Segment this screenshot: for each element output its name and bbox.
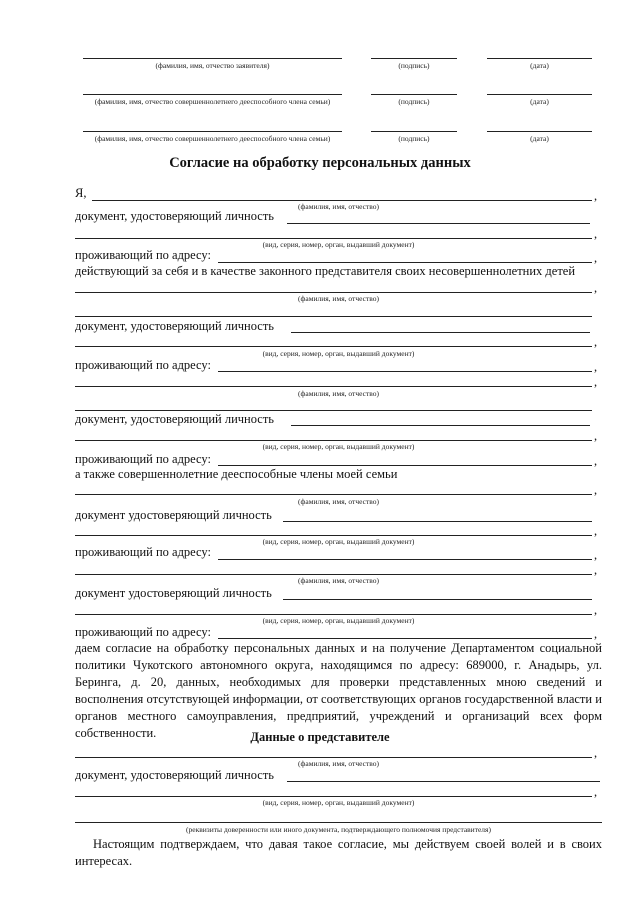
family-member-1-date-line[interactable] [487, 94, 592, 95]
child-2-doc-field[interactable] [291, 425, 590, 426]
doc-label: документ, удостоверяющий личность [75, 209, 275, 223]
representative-authority-caption: (реквизиты доверенности или иного документа, подтверждающего полномочия представителя) [186, 825, 491, 834]
member-2-address-field[interactable] [218, 638, 592, 639]
comma: , [594, 429, 598, 443]
comma: , [594, 251, 598, 265]
applicant-date-line[interactable] [487, 58, 592, 59]
page-title: Согласие на обработку персональных данных [169, 155, 471, 171]
family-member-2-name-caption: (фамилия, имя, отчество совершеннолетнего дееспособного члена семьи) [94, 134, 331, 143]
family-member-1-date-caption: (дата) [530, 97, 549, 106]
representative-heading: Данные о представителе [250, 730, 390, 744]
member-1-doc-field[interactable] [283, 521, 592, 522]
comma: , [594, 524, 598, 538]
doc-label: документ удостоверяющий личность [75, 508, 272, 522]
child-1-address-field[interactable] [218, 371, 592, 372]
doc-label: документ, удостоверяющий личность [75, 319, 275, 333]
member-2-doc-field-cont[interactable] [75, 614, 592, 615]
comma: , [594, 785, 598, 799]
representative-authority-field[interactable] [75, 822, 602, 823]
fio-caption: (фамилия, имя, отчество) [298, 202, 379, 211]
member-1-address-field[interactable] [218, 559, 592, 560]
comma: , [594, 746, 598, 760]
representative-doc-field-cont[interactable] [75, 796, 592, 797]
family-member-2-signature-line[interactable] [371, 131, 457, 132]
applicant-name-caption: (фамилия, имя, отчество заявителя) [155, 61, 270, 70]
fio-caption: (фамилия, имя, отчество) [298, 576, 379, 585]
child-2-doc-field-cont[interactable] [75, 440, 592, 441]
applicant-fio-field[interactable] [92, 200, 592, 201]
family-member-2-date-caption: (дата) [530, 134, 549, 143]
child-2-fio-field-cont[interactable] [75, 410, 592, 411]
member-2-doc-field[interactable] [283, 599, 592, 600]
doc-label: документ, удостоверяющий личность [75, 412, 275, 426]
doc-label: документ удостоверяющий личность [75, 586, 272, 600]
consent-text: даем согласие на обработку персональных данных и на получение Департаментом социальной политики Чукотского автономного округа, находящимся по адресу: 689000, г. Анадырь, ул. Беринга, д. 20, данных, необходимых для проверки представленных мною сведений и восполнения отсутствующей информации, от соответствующих органов государственной власти и органов местного самоуправления, предприятий, учреждений и организаций всех форм собственности. [75, 641, 602, 740]
address-label: проживающий по адресу: [75, 545, 211, 559]
family-text: а также совершеннолетние дееспособные члены моей семьи [75, 467, 398, 481]
doc-label: документ, удостоверяющий личность [75, 768, 275, 782]
member-2-fio-field[interactable] [75, 574, 592, 575]
fio-caption: (фамилия, имя, отчество) [298, 759, 379, 768]
doc-caption: (вид, серия, номер, орган, выдавший документ) [262, 798, 415, 807]
applicant-doc-field[interactable] [287, 223, 590, 224]
child-1-doc-field-cont[interactable] [75, 346, 592, 347]
child-1-fio-field[interactable] [75, 292, 592, 293]
applicant-doc-field-cont[interactable] [75, 238, 592, 239]
comma: , [594, 603, 598, 617]
doc-caption: (вид, серия, номер, орган, выдавший документ) [262, 442, 415, 451]
family-member-1-name-caption: (фамилия, имя, отчество совершеннолетнего дееспособного члена семьи) [94, 97, 331, 106]
representative-doc-field[interactable] [287, 781, 600, 782]
comma: , [594, 189, 598, 203]
address-label: проживающий по адресу: [75, 248, 211, 262]
applicant-date-caption: (дата) [530, 61, 549, 70]
comma: , [594, 281, 598, 295]
fio-caption: (фамилия, имя, отчество) [298, 294, 379, 303]
i-label: Я, [75, 186, 87, 200]
child-2-address-field[interactable] [218, 465, 592, 466]
comma: , [594, 563, 598, 577]
doc-caption: (вид, серия, номер, орган, выдавший документ) [262, 616, 415, 625]
applicant-address-field[interactable] [218, 262, 592, 263]
comma: , [594, 454, 598, 468]
address-label: проживающий по адресу: [75, 625, 211, 639]
comma: , [594, 483, 598, 497]
acting-text: действующий за себя и в качестве законного представителя своих несовершеннолетних детей [75, 264, 576, 278]
applicant-signature-line[interactable] [371, 58, 457, 59]
comma: , [594, 375, 598, 389]
comma: , [594, 227, 598, 241]
doc-caption: (вид, серия, номер, орган, выдавший документ) [262, 240, 415, 249]
comma: , [594, 335, 598, 349]
representative-fio-field[interactable] [75, 757, 592, 758]
family-member-2-signature-caption: (подпись) [398, 134, 430, 143]
applicant-name-line[interactable] [83, 58, 342, 59]
applicant-signature-caption: (подпись) [398, 61, 430, 70]
comma: , [594, 627, 598, 641]
confirm-text: Настоящим подтверждаем, что давая такое согласие, мы действуем своей волей и в своих интересах. [75, 837, 602, 868]
comma: , [594, 548, 598, 562]
doc-caption: (вид, серия, номер, орган, выдавший документ) [262, 349, 415, 358]
fio-caption: (фамилия, имя, отчество) [298, 497, 379, 506]
family-member-1-name-line[interactable] [83, 94, 342, 95]
comma: , [594, 360, 598, 374]
doc-caption: (вид, серия, номер, орган, выдавший документ) [262, 537, 415, 546]
child-1-doc-field[interactable] [291, 332, 590, 333]
member-1-fio-field[interactable] [75, 494, 592, 495]
child-2-fio-field[interactable] [75, 386, 592, 387]
address-label: проживающий по адресу: [75, 358, 211, 372]
family-member-1-signature-caption: (подпись) [398, 97, 430, 106]
member-1-doc-field-cont[interactable] [75, 535, 592, 536]
address-label: проживающий по адресу: [75, 452, 211, 466]
fio-caption: (фамилия, имя, отчество) [298, 389, 379, 398]
family-member-2-name-line[interactable] [83, 131, 342, 132]
family-member-1-signature-line[interactable] [371, 94, 457, 95]
child-1-fio-field-cont[interactable] [75, 316, 592, 317]
family-member-2-date-line[interactable] [487, 131, 592, 132]
